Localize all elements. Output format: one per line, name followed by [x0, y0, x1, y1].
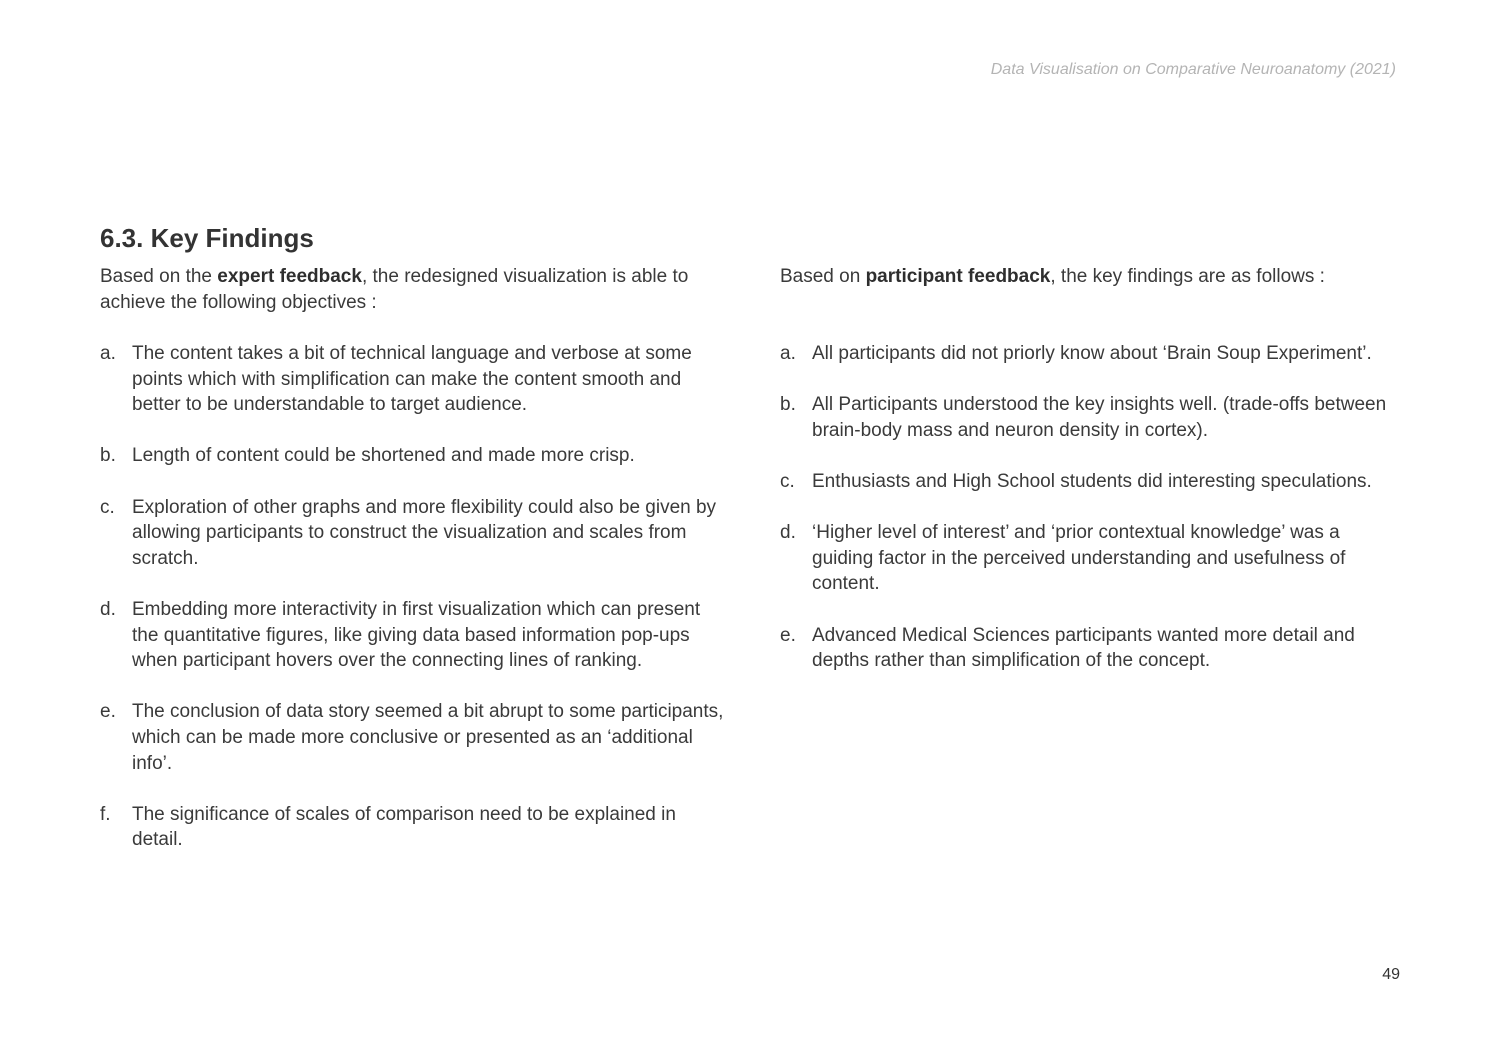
running-header: Data Visualisation on Comparative Neuroanatomy (2021): [990, 61, 1396, 78]
list-marker: b.: [780, 394, 796, 416]
list-marker: e.: [100, 701, 116, 723]
list-item: [100, 495, 725, 572]
list-marker: c.: [780, 470, 795, 492]
list-item: [100, 443, 725, 469]
list-item: [780, 520, 1400, 597]
list-item-text: ‘Higher level of interest’ and ‘prior contextual knowledge’ was a guiding factor in the perceived understanding and usefulness of content.: [812, 522, 1346, 595]
list-item: [100, 802, 725, 853]
list-item-text: All participants did not priorly know about ‘Brain Soup Experiment’.: [812, 343, 1372, 364]
participant-feedback-intro: [780, 264, 1400, 341]
intro-suffix: , the key findings are as follows :: [1050, 266, 1325, 287]
list-item: [780, 469, 1400, 495]
list-item-text: The significance of scales of comparison need to be explained in detail.: [132, 803, 676, 851]
expert-findings-list: [100, 341, 725, 853]
intro-prefix: Based on: [780, 266, 866, 287]
list-item-text: The conclusion of data story seemed a bit abrupt to some participants, which can be made more conclusive or presented as an ‘additional info’.: [132, 701, 724, 774]
list-item: [780, 623, 1400, 674]
page-number: 49: [1382, 966, 1400, 983]
expert-feedback-column: [100, 264, 725, 853]
list-item-text: Length of content could be shortened and made more crisp.: [132, 445, 635, 467]
list-marker: d.: [100, 598, 116, 620]
participant-findings-list: [780, 341, 1400, 674]
list-item: [100, 341, 725, 418]
list-item-text: Exploration of other graphs and more flexibility could also be given by allowing participants to construct the visualization and scales from scratch.: [132, 496, 717, 569]
intro-emphasis: participant feedback: [865, 266, 1051, 287]
intro-emphasis: expert feedback: [217, 266, 362, 287]
intro-suffix: , the redesigned visualization is able to achieve the following objectives :: [100, 266, 689, 313]
intro-prefix: Based on the: [100, 266, 218, 287]
list-marker: f.: [100, 803, 111, 825]
list-marker: c.: [100, 496, 115, 518]
list-marker: a.: [780, 343, 796, 364]
list-item-text: Enthusiasts and High School students did interesting speculations.: [812, 470, 1372, 492]
expert-feedback-intro: [100, 264, 725, 341]
list-item-text: The content takes a bit of technical language and verbose at some points which with simplification can make the content smooth and better to be understandable to target audience.: [132, 343, 692, 416]
list-item: [100, 597, 725, 674]
list-item: [780, 392, 1400, 443]
list-item-text: Embedding more interactivity in first visualization which can present the quantitative figures, like giving data based information pop-ups when participant hovers over the connecting lines of ranking.: [132, 598, 701, 672]
participant-feedback-column: [780, 264, 1400, 674]
list-item-text: All Participants understood the key insights well. (trade-offs between brain-body mass and neuron density in cortex).: [812, 394, 1387, 441]
list-marker: b.: [100, 445, 116, 467]
list-item-text: Advanced Medical Sciences participants wanted more detail and depths rather than simplification of the concept.: [812, 624, 1355, 672]
list-item: [780, 341, 1400, 367]
list-marker: a.: [100, 343, 116, 364]
list-marker: e.: [780, 624, 796, 646]
list-marker: d.: [780, 522, 796, 544]
section-title: 6.3. Key Findings: [100, 223, 314, 253]
list-item: [100, 699, 725, 776]
